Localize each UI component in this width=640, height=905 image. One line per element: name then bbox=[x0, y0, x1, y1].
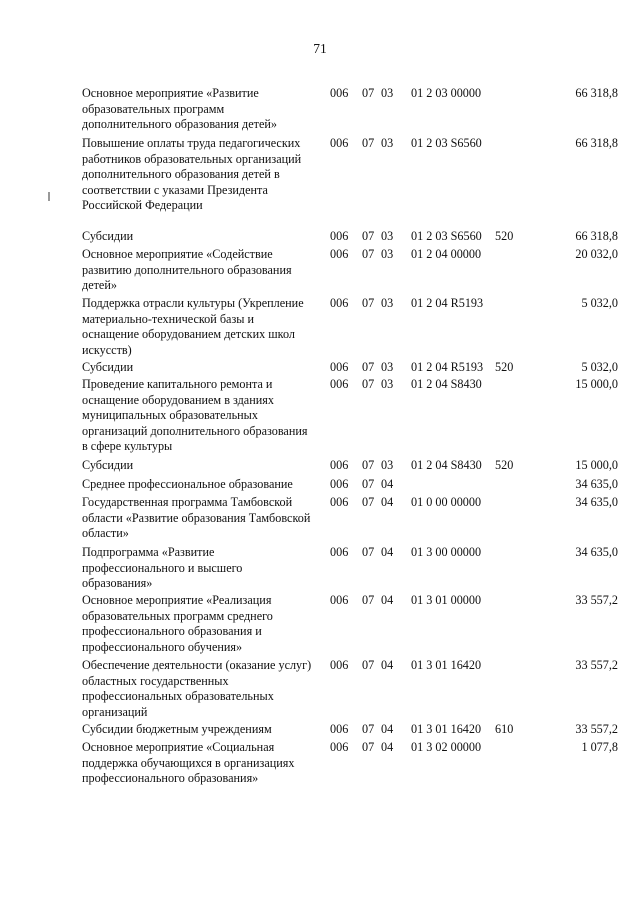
row-csr: 01 3 01 16420 bbox=[411, 722, 482, 736]
row-amount: 66 318,8 bbox=[575, 229, 618, 243]
row-rz: 07 bbox=[362, 377, 375, 391]
row-amount: 66 318,8 bbox=[575, 86, 618, 100]
row-amount: 5 032,0 bbox=[581, 360, 618, 374]
row-rz: 07 bbox=[362, 247, 375, 261]
row-amount: 33 557,2 bbox=[575, 722, 618, 736]
row-csr: 01 2 04 R5193 bbox=[411, 360, 484, 374]
row-name: Субсидии bbox=[82, 360, 134, 374]
row-pr: 04 bbox=[381, 740, 394, 754]
row-vr: 520 bbox=[495, 458, 514, 472]
row-rz: 07 bbox=[362, 495, 375, 509]
row-csr: 01 2 03 00000 bbox=[411, 86, 482, 100]
row-name: Поддержка отрасли культуры (Укрепление материально-технической базы и оснащение оборудованием детских школ искусств) bbox=[82, 296, 304, 357]
row-csr: 01 2 04 S8430 bbox=[411, 377, 482, 391]
row-ved: 006 bbox=[330, 593, 349, 607]
row-pr: 03 bbox=[381, 136, 394, 150]
row-csr: 01 2 03 S6560 bbox=[411, 136, 482, 150]
row-pr: 04 bbox=[381, 658, 394, 672]
row-pr: 03 bbox=[381, 377, 394, 391]
row-amount: 33 557,2 bbox=[575, 658, 618, 672]
row-rz: 07 bbox=[362, 593, 375, 607]
row-rz: 07 bbox=[362, 477, 375, 491]
row-ved: 006 bbox=[330, 740, 349, 754]
row-ved: 006 bbox=[330, 136, 349, 150]
row-pr: 04 bbox=[381, 593, 394, 607]
row-ved: 006 bbox=[330, 247, 349, 261]
row-amount: 66 318,8 bbox=[575, 136, 618, 150]
row-name: Повышение оплаты труда педагогических работников образовательных организаций дополнительного образования детей в соответствии с указами Президента Российской Федерации bbox=[82, 136, 302, 212]
row-name: Государственная программа Тамбовской области «Развитие образования Тамбовской области» bbox=[82, 495, 311, 540]
row-rz: 07 bbox=[362, 740, 375, 754]
row-name: Среднее профессиональное образование bbox=[82, 477, 293, 491]
row-name: Обеспечение деятельности (оказание услуг) областных государственных профессиональных образовательных организаций bbox=[82, 658, 312, 719]
row-rz: 07 bbox=[362, 229, 375, 243]
row-pr: 03 bbox=[381, 458, 394, 472]
row-pr: 04 bbox=[381, 545, 394, 559]
row-rz: 07 bbox=[362, 360, 375, 374]
row-rz: 07 bbox=[362, 658, 375, 672]
row-csr: 01 3 01 00000 bbox=[411, 593, 482, 607]
row-pr: 04 bbox=[381, 722, 394, 736]
row-amount: 34 635,0 bbox=[575, 477, 618, 491]
row-amount: 34 635,0 bbox=[575, 495, 618, 509]
row-rz: 07 bbox=[362, 545, 375, 559]
scan-mark bbox=[48, 192, 50, 201]
row-csr: 01 3 00 00000 bbox=[411, 545, 482, 559]
row-ved: 006 bbox=[330, 296, 349, 310]
row-vr: 520 bbox=[495, 360, 514, 374]
row-ved: 006 bbox=[330, 229, 349, 243]
row-csr: 01 0 00 00000 bbox=[411, 495, 482, 509]
row-ved: 006 bbox=[330, 86, 349, 100]
row-amount: 1 077,8 bbox=[581, 740, 618, 754]
row-name: Основное мероприятие «Реализация образовательных программ среднего профессионального образования и профессионального обучения» bbox=[82, 593, 273, 654]
row-rz: 07 bbox=[362, 722, 375, 736]
row-pr: 03 bbox=[381, 247, 394, 261]
row-ved: 006 bbox=[330, 722, 349, 736]
row-name: Основное мероприятие «Содействие развитию дополнительного образования детей» bbox=[82, 247, 292, 292]
row-amount: 20 032,0 bbox=[575, 247, 618, 261]
row-name: Подпрограмма «Развитие профессионального и высшего образования» bbox=[82, 545, 243, 590]
row-name: Субсидии bbox=[82, 458, 134, 472]
row-pr: 04 bbox=[381, 495, 394, 509]
row-rz: 07 bbox=[362, 86, 375, 100]
row-ved: 006 bbox=[330, 477, 349, 491]
row-pr: 03 bbox=[381, 296, 394, 310]
row-name: Основное мероприятие «Развитие образовательных программ дополнительного образования детей» bbox=[82, 86, 277, 131]
row-csr: 01 3 01 16420 bbox=[411, 658, 482, 672]
row-rz: 07 bbox=[362, 296, 375, 310]
row-ved: 006 bbox=[330, 458, 349, 472]
row-csr: 01 3 02 00000 bbox=[411, 740, 482, 754]
row-amount: 33 557,2 bbox=[575, 593, 618, 607]
row-pr: 03 bbox=[381, 86, 394, 100]
row-amount: 15 000,0 bbox=[575, 377, 618, 391]
row-vr: 610 bbox=[495, 722, 514, 736]
row-ved: 006 bbox=[330, 545, 349, 559]
row-ved: 006 bbox=[330, 360, 349, 374]
page-number: 71 bbox=[313, 41, 327, 56]
row-name: Основное мероприятие «Социальная поддержка обучающихся в организациях профессионального образования» bbox=[82, 740, 295, 785]
row-ved: 006 bbox=[330, 658, 349, 672]
row-rz: 07 bbox=[362, 136, 375, 150]
row-pr: 04 bbox=[381, 477, 394, 491]
row-pr: 03 bbox=[381, 229, 394, 243]
row-csr: 01 2 04 S8430 bbox=[411, 458, 482, 472]
row-amount: 15 000,0 bbox=[575, 458, 618, 472]
row-amount: 34 635,0 bbox=[575, 545, 618, 559]
row-rz: 07 bbox=[362, 458, 375, 472]
row-amount: 5 032,0 bbox=[581, 296, 618, 310]
row-name: Субсидии бюджетным учреждениям bbox=[82, 722, 272, 736]
row-csr: 01 2 03 S6560 bbox=[411, 229, 482, 243]
row-vr: 520 bbox=[495, 229, 514, 243]
row-csr: 01 2 04 R5193 bbox=[411, 296, 484, 310]
row-name: Субсидии bbox=[82, 229, 134, 243]
row-ved: 006 bbox=[330, 377, 349, 391]
row-pr: 03 bbox=[381, 360, 394, 374]
row-ved: 006 bbox=[330, 495, 349, 509]
row-name: Проведение капитального ремонта и оснащение оборудованием в зданиях муниципальных образовательных организаций дополнительного образования в сфере культуры bbox=[82, 377, 308, 453]
row-csr: 01 2 04 00000 bbox=[411, 247, 482, 261]
